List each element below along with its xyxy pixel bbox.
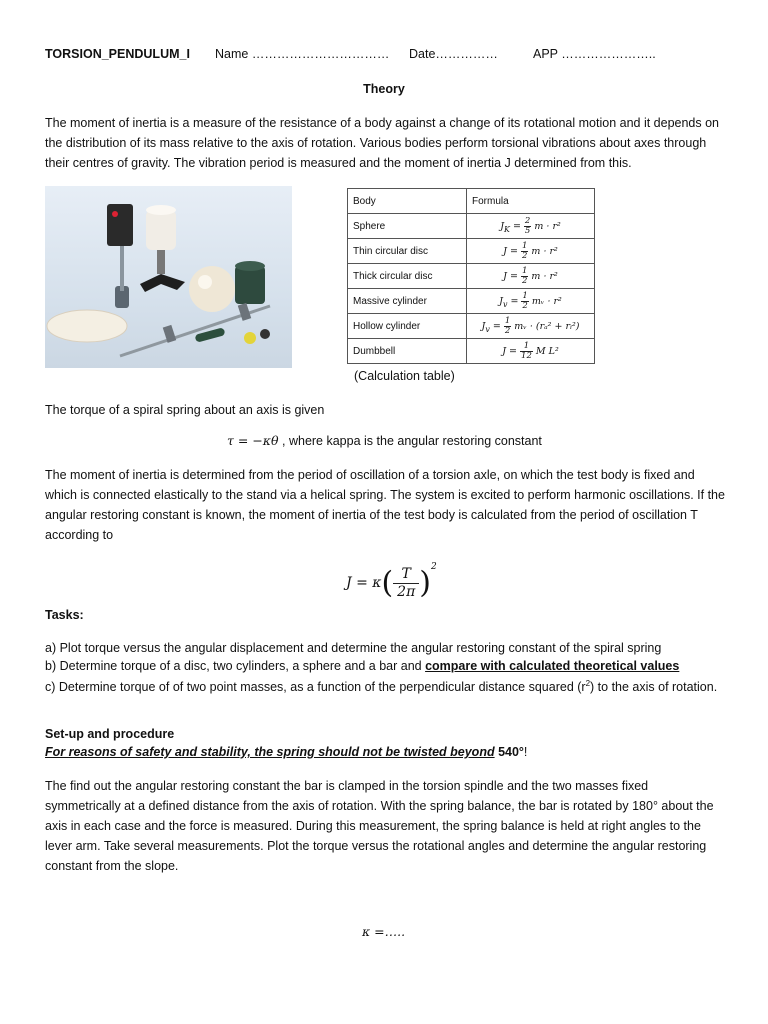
table-row [348, 314, 595, 339]
fraction-denominator: 12 [521, 350, 532, 361]
table-row [348, 239, 595, 264]
app-field: APP ………………….. [533, 47, 656, 61]
formula-rest: m · r² [531, 245, 558, 257]
date-field: Date…………… [409, 47, 498, 61]
body-cell: Hollow cylinder [348, 314, 467, 339]
moment-equation-lhs: J = κ [346, 575, 382, 591]
apparatus-illustration [45, 186, 292, 368]
period-numerator: T [393, 566, 419, 584]
period-denominator: 2π [397, 583, 416, 600]
table-row [348, 289, 595, 314]
table-header-row [348, 189, 595, 214]
fraction-numerator: 2 [524, 215, 531, 226]
formula-fraction [521, 242, 528, 261]
theory-heading: Theory [363, 82, 405, 96]
formula-fraction [504, 317, 511, 336]
torque-equation: τ = −κθ [227, 433, 279, 448]
apparatus-photo [45, 186, 292, 368]
period-fraction [393, 566, 419, 601]
calculation-table [347, 188, 595, 364]
intro-paragraph: The moment of inertia is a measure of the resistance of a body against a change of its rotational motion and it depends on the distribution of its mass relative to the axis of rotation. Various bodies perform torsional vibrations about axes through their centres of gravity. The vibration period is measured and the moment of inertia J determined from this. [45, 116, 720, 170]
safety-warning-end: ! [523, 745, 528, 759]
calculation-table-wrapper [347, 188, 595, 364]
formula-lhs: J [500, 220, 504, 232]
formula-lhs: J [502, 345, 507, 357]
torque-equation-line [227, 433, 542, 448]
fraction-denominator: 2 [521, 275, 528, 286]
right-paren: ) [419, 565, 431, 601]
body-cell: Sphere [348, 214, 467, 239]
formula-subscript: v [485, 324, 490, 334]
task-c-superscript: 2 [585, 679, 591, 688]
formula-rest: m · r² [534, 220, 561, 232]
formula-fraction [524, 217, 531, 236]
moment-equation [346, 562, 437, 601]
task-c [45, 675, 725, 696]
body-cell: Dumbbell [348, 339, 467, 364]
procedure-paragraph: The find out the angular restoring constant the bar is clamped in the torsion spindle and the two masses fixed symmetrically at a defined distance from the axis of rotation. With the spring balance, the bar is rotated by 180° about the axis in each case and the force is measured. During this measurement, the spring balance is held at right angles to the lever arm. Take several measurements. Plot the torque versus the rotational angles and determine the angular restoring constant from the slope. [45, 779, 714, 873]
column-header-formula: Formula [467, 189, 595, 214]
fraction-denominator: 2 [521, 250, 528, 261]
formula-rest: M L² [535, 345, 559, 357]
table-caption: (Calculation table) [354, 369, 455, 383]
formula-subscript: v [502, 299, 508, 309]
task-a: a) Plot torque versus the angular displacement and determine the angular restoring constant of the spiral spring [45, 641, 662, 655]
fraction-denominator: 5 [524, 225, 531, 236]
fraction-numerator: 1 [520, 342, 533, 352]
formula-lhs: J [503, 270, 507, 282]
task-b-text: b) Determine torque of a disc, two cylinders, a sphere and a bar and [45, 659, 426, 673]
formula-cell: $J_K$ = $\frac{2}{5}$ m · r² [467, 214, 595, 239]
task-b-emphasis: compare with calculated theoretical values [425, 659, 680, 673]
body-cell: Thick circular disc [348, 264, 467, 289]
safety-warning-text: For reasons of safety and stability, the spring should not be twisted beyond [45, 745, 495, 759]
torque-intro: The torque of a spiral spring about an axis is given [45, 403, 325, 417]
fraction-numerator: 1 [521, 240, 528, 251]
table-row [348, 264, 595, 289]
column-header-body: Body [348, 189, 467, 214]
formula-cell: $J_v$ = $\frac{1}{2}$ mᵥ · r² [467, 289, 595, 314]
formula-fraction [521, 292, 528, 311]
left-paren: ( [381, 565, 394, 601]
formula-rest: mᵥ · (rₐ² + rᵢ²) [514, 320, 580, 332]
moment-paragraph: The moment of inertia is determined from the period of oscillation of a torsion axle, on which the test body is fixed and which is connected elastically to the stand via a helical spring. The system is excited to perform harmonic oscillations. If the angular restoring constant is known, the moment of inertia of the test body is calculated from the period of oscillation T according to [45, 468, 725, 542]
formula-subscript: K [504, 224, 510, 234]
torque-equation-note: , where kappa is the angular restoring constant [278, 434, 542, 448]
formula-lhs: J [481, 320, 486, 332]
formula-fraction [520, 342, 533, 361]
safety-warning [45, 745, 527, 759]
kappa-result-line: κ =….. [362, 924, 406, 939]
task-c-text: c) Determine torque of of two point masses, as a function of the perpendicular distance squared (r [45, 680, 586, 695]
name-field: Name …………………………… [215, 47, 390, 61]
formula-lhs: J [499, 295, 503, 307]
fraction-denominator: 2 [522, 300, 528, 311]
fraction-numerator: 1 [521, 265, 528, 276]
task-b [45, 657, 725, 675]
body-cell: Massive cylinder [348, 289, 467, 314]
fraction-denominator: 2 [504, 325, 511, 336]
fraction-numerator: 1 [522, 290, 528, 301]
formula-cell: J = $\frac{1}{12}$ M L² [467, 339, 595, 364]
formula-cell: $J_v$ = $\frac{1}{2}$ mᵥ · (rₐ² + rᵢ²) [467, 314, 595, 339]
formula-rest: mᵥ · r² [531, 295, 562, 307]
task-c-text-end: ) to the axis of rotation. [590, 680, 718, 695]
formula-fraction [521, 267, 528, 286]
setup-heading: Set-up and procedure [45, 727, 175, 741]
formula-lhs: J [503, 245, 507, 257]
formula-rest: m · r² [531, 270, 558, 282]
tasks-heading: Tasks: [45, 608, 84, 622]
fraction-numerator: 1 [504, 315, 511, 326]
table-row [348, 339, 595, 364]
formula-cell: J = $\frac{1}{2}$ m · r² [467, 239, 595, 264]
formula-cell: J = $\frac{1}{2}$ m · r² [467, 264, 595, 289]
table-row [348, 214, 595, 239]
exponent: 2 [430, 562, 437, 572]
safety-limit-value: 540° [494, 745, 524, 759]
document-title: TORSION_PENDULUM_I [45, 47, 190, 61]
body-cell: Thin circular disc [348, 239, 467, 264]
tasks-list [45, 639, 725, 696]
